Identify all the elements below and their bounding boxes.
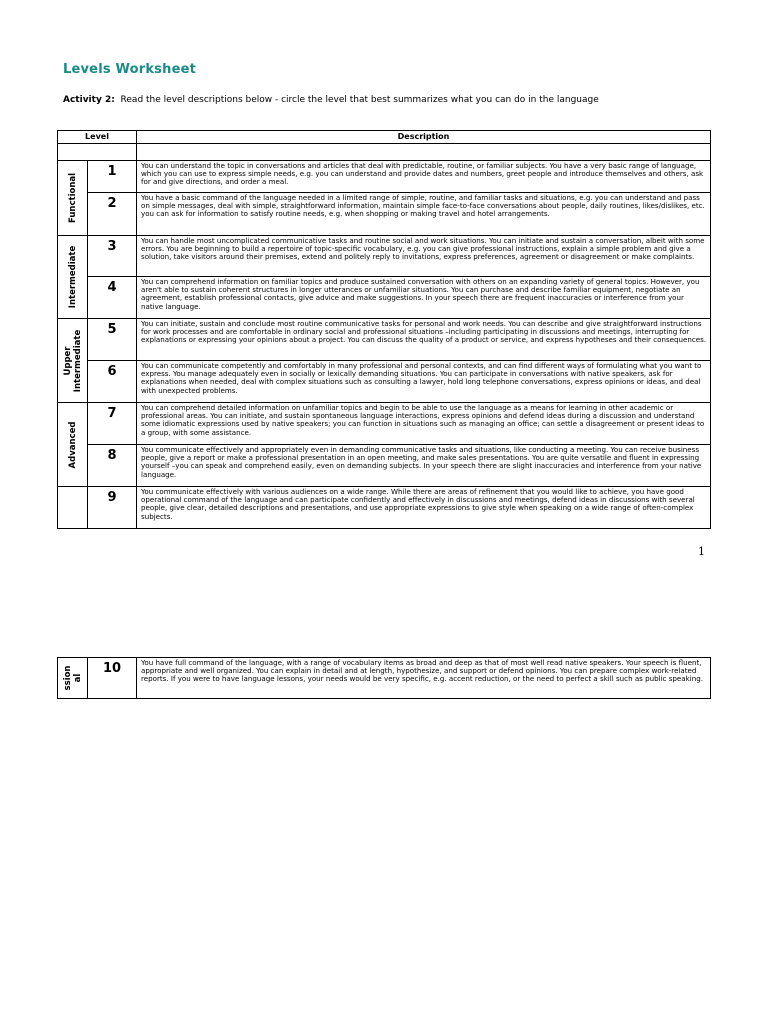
activity-label: Activity 2: bbox=[63, 95, 115, 105]
level-number[interactable]: 4 bbox=[88, 277, 137, 319]
table-row bbox=[58, 161, 711, 193]
level-number[interactable]: 5 bbox=[88, 319, 137, 361]
page-title: Levels Worksheet bbox=[63, 62, 197, 77]
table-row bbox=[58, 277, 711, 319]
level-description: You can handle most uncomplicated communicative tasks and routine social and work situations. You can initiate and sustain a conversation, albeit with some errors. You are beginning to build a repertoire of topic-specific vocabulary, e.g. you can give professional instructions, explain a simple problem and give a solution, take visitors around their premises, extend and politely reply to invitations, express preferences, agreement or disagreement or make complaints. bbox=[137, 236, 711, 277]
level-number[interactable]: 8 bbox=[88, 445, 137, 487]
level-number[interactable]: 9 bbox=[88, 487, 137, 529]
category-label: Intermediate bbox=[67, 245, 78, 309]
header-description: Description bbox=[137, 131, 711, 144]
table-row bbox=[58, 403, 711, 445]
table-row bbox=[58, 319, 711, 361]
level-number[interactable]: 7 bbox=[88, 403, 137, 445]
header-level: Level bbox=[58, 131, 137, 144]
levels-table bbox=[57, 130, 711, 529]
level-description: You can comprehend detailed information on unfamiliar topics and begin to be able to use the language as a means for learning in other academic or professional areas. You can initiate, and sustain spontaneous language interactions, express opinions and defend ideas during a discussion and understand some idiomatic expressions used by native speakers; you can function in situations such as managing an office; can settle a disagreement or present ideas to a group, with some assistance. bbox=[137, 403, 711, 445]
level-number[interactable]: 1 bbox=[88, 161, 137, 193]
category-label: Advanced bbox=[67, 421, 78, 468]
category-label: ssion al bbox=[62, 665, 83, 691]
level-description: You can communicate competently and comfortably in many professional and personal contexts, and can find different ways of formulating what you want to express. You manage adequately even in socially or lexically demanding situations. You can participate in conversations with native speakers, ask for explanations when needed, deal with complex situations such as consulting a lawyer, hold long telephone conversations, express opinions or ideas, and deal with unexpected problems. bbox=[137, 361, 711, 403]
category-label: Upper Intermediate bbox=[62, 329, 83, 392]
category-upper-intermediate bbox=[58, 319, 88, 403]
category-label: Functional bbox=[67, 172, 78, 224]
level-number[interactable]: 3 bbox=[88, 236, 137, 277]
level-number[interactable]: 2 bbox=[88, 193, 137, 236]
activity-text: Read the level descriptions below - circle the level that best summarizes what you can do in the language bbox=[120, 95, 599, 105]
category-professional bbox=[58, 658, 88, 699]
level-description: You can understand the topic in conversations and articles that deal with predictable, routine, or familiar subjects. You have a very basic range of language, which you can use to express simple needs, e.g. you can understand and provide dates and numbers, greet people and introduce themselves and others, ask for and give directions, and order a meal. bbox=[137, 161, 711, 193]
table-spacer-row bbox=[58, 144, 711, 161]
category-advanced bbox=[58, 403, 88, 487]
page-number: 1 bbox=[698, 545, 705, 558]
table-row bbox=[58, 487, 711, 529]
level-description: You have a basic command of the language needed in a limited range of simple, routine, and familiar tasks and situations, e.g. you can understand and pass on simple messages, deal with simple, straightforward information, maintain simple face-to-face conversations about people, daily routines, likes/dislikes, etc. you can ask for information to satisfy routine needs, e.g. when shopping or making travel and hotel arrangements. bbox=[137, 193, 711, 236]
level-description: You communicate effectively with various audiences on a wide range. While there are areas of refinement that you would like to achieve, you have good operational command of the language and can participate confidently and effectively in discussions and meetings, defend ideas in discussions with several people, give clear, detailed descriptions and presentations, and use appropriate expressions to give style when speaking on a wide range of often-complex subjects. bbox=[137, 487, 711, 529]
category-empty bbox=[58, 487, 88, 529]
activity-instructions bbox=[63, 95, 599, 105]
level-description: You can comprehend information on familiar topics and produce sustained conversation with others on an expanding variety of general topics. However, you aren't able to sustain coherent structures in longer utterances or unfamiliar situations. You can purchase and describe familiar equipment, negotiate an agreement, establish professional contacts, give advice and make suggestions. In your speech there are frequent inaccuracies or interference from your native language. bbox=[137, 277, 711, 319]
levels-table-continued bbox=[57, 657, 711, 699]
table-row bbox=[58, 445, 711, 487]
level-description: You have full command of the language, with a range of vocabulary items as broad and deep as that of most well read native speakers. Your speech is fluent, appropriate and well organized. You can explain in detail and at length, hypothesize, and support or defend opinions. You can prepare complex work-related reports. If you were to have language lessons, your needs would be very specific, e.g. accent reduction, or the need to perfect a skill such as public speaking. bbox=[137, 658, 711, 699]
table-row bbox=[58, 658, 711, 699]
table-row bbox=[58, 361, 711, 403]
level-number[interactable]: 6 bbox=[88, 361, 137, 403]
level-description: You communicate effectively and appropriately even in demanding communicative tasks and situations, like conducting a meeting. You can receive business people, give a report or make a professional presentation in an open meeting, and make sales presentations. You are quite versatile and fluent in expressing yourself –you can speak and comprehend easily, even on demanding subjects. In your speech there are slight inaccuracies and interference from your native language. bbox=[137, 445, 711, 487]
table-header-row bbox=[58, 131, 711, 144]
table-row bbox=[58, 193, 711, 236]
category-intermediate bbox=[58, 236, 88, 319]
category-functional bbox=[58, 161, 88, 236]
level-number[interactable]: 10 bbox=[88, 658, 137, 699]
level-description: You can initiate, sustain and conclude most routine communicative tasks for personal and work needs. You can describe and give straightforward instructions for work processes and are comfortable in ordinary social and professional situations –including participating in discussions and meetings, interrupting for explanations or expressing your opinions about a project. You can discuss the quality of a product or service, and express hypotheses and their consequences. bbox=[137, 319, 711, 361]
table-row bbox=[58, 236, 711, 277]
